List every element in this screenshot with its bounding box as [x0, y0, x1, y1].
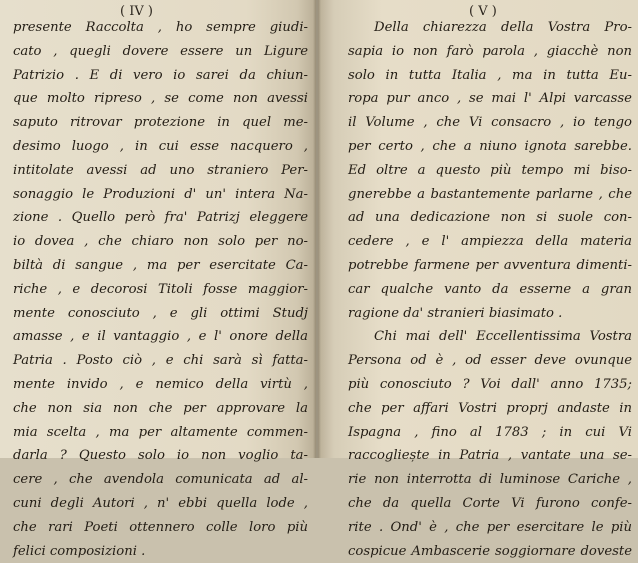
text-line: ropa pur anco , se mai l' Alpi varcasse [348, 91, 632, 107]
text-line: rite . Ond' è , che per esercitare le più [348, 519, 632, 535]
text-line: sonaggio le Produzioni d' un' intera Na- [13, 186, 308, 202]
text-line: saputo ritrovar protezione in quel me- [13, 115, 308, 131]
right-page [318, 0, 638, 559]
left-page-number: ( IV ) [120, 4, 153, 19]
text-line: cedere , e l' ampiezza della materia [348, 234, 632, 250]
text-line: Ed oltre a questo più tempo mi biso- [348, 162, 632, 178]
text-line: io dovea , che chiaro non solo per no- [13, 234, 308, 250]
text-line: Della chiarezza della Vostra Pro- [374, 20, 632, 35]
right-page-number: ( V ) [469, 4, 497, 19]
text-line: presente Raccolta , ho sempre giudi- [13, 20, 308, 35]
text-line: mente conosciuto , e gli ottimi Studj [13, 305, 308, 321]
text-line: amasse , e il vantaggio , e l' onore della [13, 329, 308, 345]
text-line: car qualche vanto da esserne a gran [348, 281, 632, 297]
right-page-text [348, 16, 632, 563]
text-line: que molto ripreso , se come non avessi [13, 91, 308, 107]
text-line: desimo luogo , in cui esse nacquero , [13, 138, 308, 154]
text-line: riche , e decorosi Titoli fosse maggior- [13, 281, 308, 297]
text-line: biltà di sangue , ma per esercitate Ca- [13, 257, 308, 273]
text-line: cere , che avendola comunicata ad al- [13, 472, 308, 488]
text-line: solo in tutta Italia , ma in tutta Eu- [348, 67, 632, 83]
text-line: darla ? Questo solo io non voglio ta- [13, 448, 308, 464]
text-line: Patrizio . E di vero io sarei da chiun- [13, 67, 308, 83]
text-line: cuni degli Autori , n' ebbi quella lode , [13, 495, 308, 511]
text-line: che non sia non che per approvare la [13, 400, 308, 416]
text-line: intitolate avessi ad uno straniero Per- [13, 162, 308, 178]
text-line: cato , quegli dovere essere un Ligure [13, 43, 308, 59]
text-line: ad una dedicazione non si suole con- [348, 210, 632, 226]
text-line: mia scelta , ma per altamente commen- [13, 424, 308, 440]
book-gutter [313, 0, 321, 458]
text-line: zione . Quello però fra' Patrizj eleggere [13, 210, 308, 226]
text-line: per certo , che a niuno ignota sarebbe. [348, 138, 632, 154]
text-line: gnerebbe a bastantemente parlarne , che [348, 186, 632, 202]
text-line: raccogliește in Patria , vantate una se- [348, 448, 632, 464]
text-line: che rari Poeti ottennero colle loro più [13, 519, 308, 535]
text-line: Patria . Posto ciò , e chi sarà sì fatta- [13, 353, 308, 369]
text-line: felici composizioni . [13, 543, 146, 559]
text-line: che da quella Corte Vi furono confe- [348, 495, 632, 511]
text-line: sapia io non farò parola , giacchè non [348, 43, 632, 59]
text-line: che per affari Vostri proprj andaste in [348, 400, 632, 416]
text-line: ragione da' stranieri biasimato . [348, 305, 563, 321]
text-line: potrebbe farmene per avventura dimenti- [348, 257, 632, 273]
text-line: cospicue Ambascerie soggiornare doveste [348, 543, 632, 559]
text-line: più conosciuto ? Voi dall' anno 1735; [348, 376, 632, 392]
text-line: mente invido , e nemico della virtù , [13, 376, 308, 392]
text-line: Chi mai dell' Eccellentissima Vostra [374, 329, 632, 345]
left-page [0, 0, 316, 559]
text-line: Persona od è , od esser deve ovunque [348, 353, 632, 369]
text-line: il Volume , che Vi consacro , io tengo [348, 115, 632, 131]
text-line: Ispagna , fino al 1783 ; in cui Vi [348, 424, 632, 440]
left-page-text [13, 16, 308, 563]
text-line: rie non interrotta di luminose Cariche , [348, 472, 632, 488]
